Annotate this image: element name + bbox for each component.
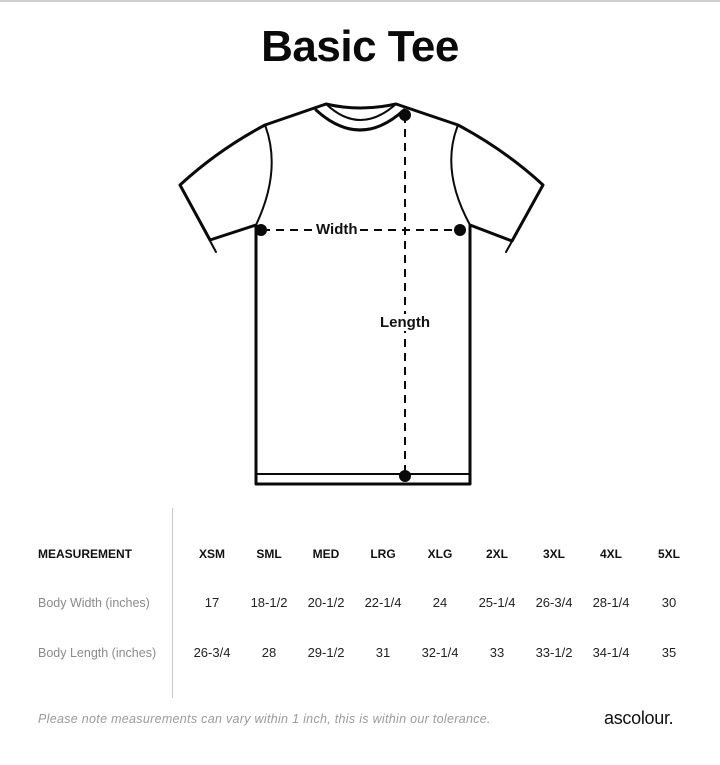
table-cell: 32-1/4	[421, 645, 459, 660]
table-cell: 26-3/4	[193, 645, 231, 660]
length-label: Length	[380, 314, 430, 331]
tshirt-illustration	[0, 90, 720, 500]
table-cell: 34-1/4	[592, 645, 630, 660]
table-cell: 25-1/4	[478, 595, 516, 610]
size-header-5xl: 5XL	[657, 547, 680, 561]
tshirt-outline	[180, 104, 543, 484]
page-title: Basic Tee	[261, 22, 459, 71]
table-cell: 26-3/4	[535, 595, 573, 610]
table-row-body-width	[0, 591, 720, 615]
left-sleeve-cuff	[186, 196, 216, 252]
width-label: Width	[316, 221, 358, 238]
size-header-3xl: 3XL	[542, 547, 565, 561]
row-label-body-width: Body Width (inches)	[38, 596, 150, 610]
table-cell: 24	[432, 595, 448, 610]
width-right-point	[454, 224, 466, 236]
table-cell: 20-1/2	[307, 595, 345, 610]
size-header-med: MED	[312, 547, 340, 561]
size-header-lrg: LRG	[370, 547, 396, 561]
table-header-row	[0, 542, 720, 566]
right-sleeve-seam	[451, 125, 470, 225]
table-cell: 17	[204, 595, 220, 610]
length-top-point	[399, 109, 411, 121]
table-cell: 33-1/2	[535, 645, 573, 660]
left-sleeve-seam	[256, 125, 272, 225]
length-bottom-point	[399, 470, 411, 482]
tshirt-diagram	[0, 90, 720, 500]
table-cell: 22-1/4	[364, 595, 402, 610]
table-cell: 35	[661, 645, 677, 660]
table-cell: 31	[375, 645, 391, 660]
size-header-xsm: XSM	[198, 547, 225, 561]
brand-logo: ascolour.	[604, 708, 674, 728]
size-header-4xl: 4XL	[599, 547, 622, 561]
right-sleeve-cuff	[506, 196, 537, 252]
size-header-sml: SML	[256, 547, 282, 561]
tolerance-note: Please note measurements can vary within 1 inch, this is within our tolerance.	[38, 712, 491, 726]
size-header-2xl: 2XL	[485, 547, 508, 561]
table-cell: 29-1/2	[307, 645, 345, 660]
top-border	[0, 0, 720, 2]
table-cell: 28-1/4	[592, 595, 630, 610]
size-header-xlg: XLG	[427, 547, 453, 561]
row-label-body-length: Body Length (inches)	[38, 646, 157, 660]
width-left-point	[255, 224, 267, 236]
table-cell: 18-1/2	[250, 595, 288, 610]
table-cell: 30	[661, 595, 677, 610]
table-cell: 28	[261, 645, 277, 660]
table-cell: 33	[489, 645, 505, 660]
table-row-body-length	[0, 641, 720, 665]
measurement-header: MEASUREMENT	[38, 547, 133, 561]
